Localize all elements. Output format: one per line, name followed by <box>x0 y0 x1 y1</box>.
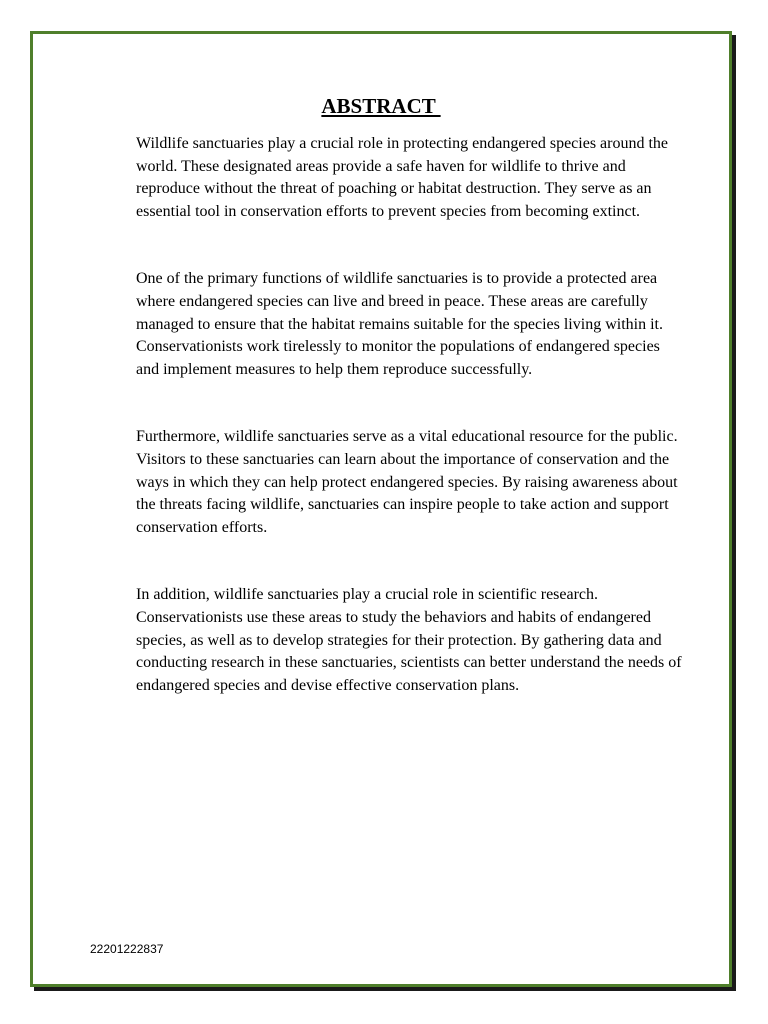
paragraph-2: One of the primary functions of wildlife sanctuaries is to provide a protected area where endangered species can live and breed in peace. These areas are carefully managed to ensure that the habitat remains suitable for the species living within it. Conservationists work tirelessly to monitor the populations of endangered species and implement measures to help them reproduce successfully. <box>136 270 663 378</box>
page-border <box>30 31 732 987</box>
footer-id-number: 22201222837 <box>90 942 164 956</box>
page-title: ABSTRACT <box>321 94 441 118</box>
paragraph-1: Wildlife sanctuaries play a crucial role in protecting endangered species around the world. These designated areas provide a safe haven for wildlife to thrive and reproduce without the threat of poaching or habitat destruction. They serve as an essential tool in conservation efforts to prevent species from becoming extinct. <box>136 135 669 220</box>
paragraph-4: In addition, wildlife sanctuaries play a crucial role in scientific research. Conservationists use these areas to study the behaviors and habits of endangered species, as well as to develop strategies for their protection. By gathering data and conducting research in these sanctuaries, scientists can better understand the needs of endangered species and devise effective conservation plans. <box>136 586 682 694</box>
abstract-body <box>136 133 686 742</box>
paragraph-3: Furthermore, wildlife sanctuaries serve as a vital educational resource for the public. Visitors to these sanctuaries can learn about the importance of conservation and the ways in which they can help protect endangered species. By raising awareness about the threats facing wildlife, sanctuaries can inspire people to take action and support conservation efforts. <box>136 428 678 536</box>
